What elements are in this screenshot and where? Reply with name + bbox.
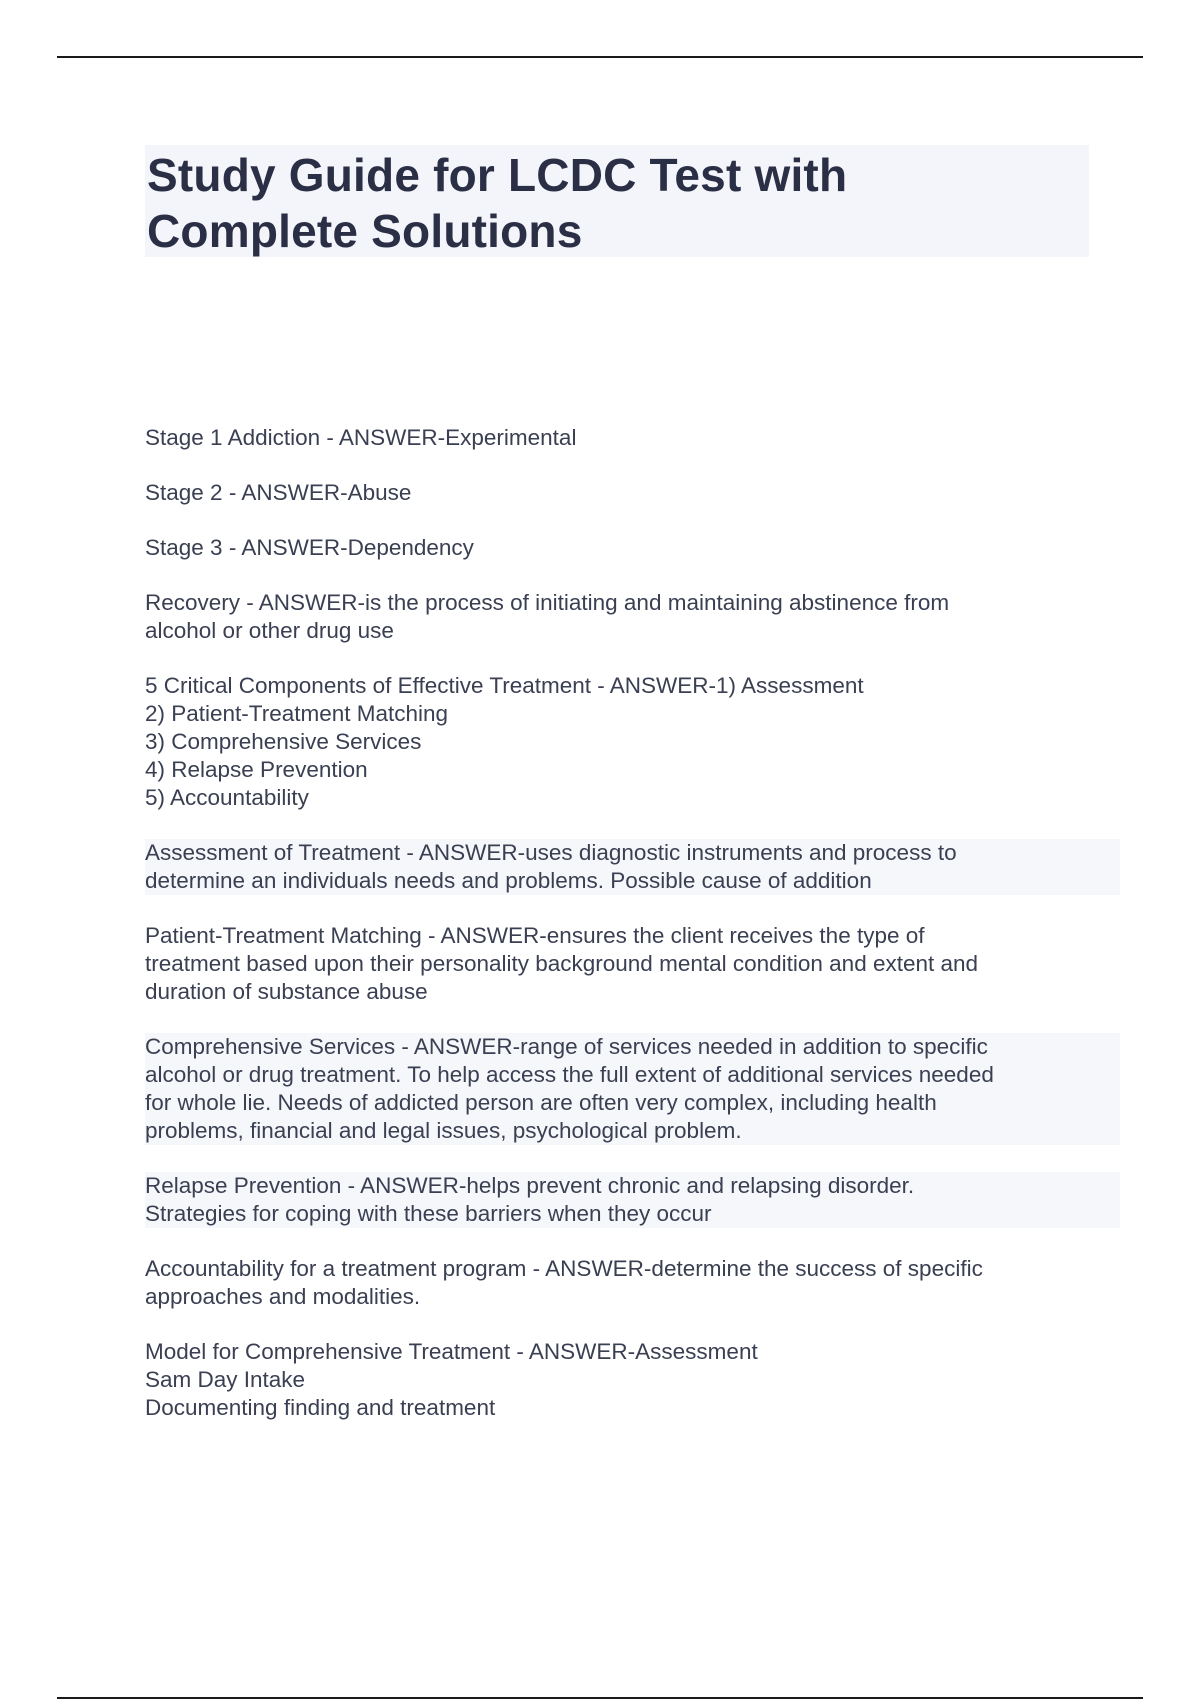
qa-line: 4) Relapse Prevention (145, 757, 368, 782)
qa-entry-stage-1 (145, 424, 1095, 452)
qa-line: 5) Accountability (145, 785, 309, 810)
qa-entry-recovery (145, 589, 1095, 645)
qa-list (145, 424, 1095, 1449)
top-rule (57, 56, 1143, 58)
qa-line: Documenting finding and treatment (145, 1395, 496, 1420)
qa-line: problems, financial and legal issues, psychological problem. (145, 1118, 742, 1143)
qa-line: Comprehensive Services - ANSWER-range of services needed in addition to specific (145, 1034, 988, 1059)
qa-line: alcohol or drug treatment. To help access the full extent of additional services needed (145, 1062, 994, 1087)
title-line-1: Study Guide for LCDC Test with (147, 149, 848, 201)
qa-line: 2) Patient-Treatment Matching (145, 701, 449, 726)
qa-line: Model for Comprehensive Treatment - ANSWER-Assessment (145, 1339, 758, 1364)
qa-line: 5 Critical Components of Effective Treatment - ANSWER-1) Assessment (145, 673, 864, 698)
qa-line: duration of substance abuse (145, 979, 428, 1004)
qa-line: Stage 1 Addiction - ANSWER-Experimental (145, 425, 577, 450)
qa-entry-stage-3 (145, 534, 1095, 562)
qa-line: determine an individuals needs and problems. Possible cause of addition (145, 868, 872, 893)
qa-line: for whole lie. Needs of addicted person are often very complex, including health (145, 1090, 937, 1115)
qa-line: Accountability for a treatment program - ANSWER-determine the success of specific (145, 1256, 983, 1281)
qa-entry-relapse-prevention (145, 1172, 1120, 1228)
qa-line: Stage 2 - ANSWER-Abuse (145, 480, 412, 505)
qa-entry-model-treatment (145, 1338, 1095, 1422)
qa-line: Assessment of Treatment - ANSWER-uses diagnostic instruments and process to (145, 840, 957, 865)
qa-entry-critical-components (145, 672, 1095, 812)
qa-line: alcohol or other drug use (145, 618, 394, 643)
qa-line: Stage 3 - ANSWER-Dependency (145, 535, 474, 560)
qa-line: treatment based upon their personality background mental condition and extent and (145, 951, 979, 976)
qa-line: Sam Day Intake (145, 1367, 306, 1392)
qa-line: Strategies for coping with these barriers when they occur (145, 1201, 712, 1226)
qa-line: Patient-Treatment Matching - ANSWER-ensures the client receives the type of (145, 923, 925, 948)
title-line-2: Complete Solutions (147, 205, 583, 257)
title-block (145, 145, 1089, 257)
qa-line: Recovery - ANSWER-is the process of initiating and maintaining abstinence from (145, 590, 950, 615)
qa-line: 3) Comprehensive Services (145, 729, 422, 754)
qa-line: approaches and modalities. (145, 1284, 421, 1309)
qa-entry-accountability (145, 1255, 1095, 1311)
page-title (147, 147, 1087, 259)
qa-entry-patient-matching (145, 922, 1095, 1006)
qa-entry-comprehensive-services (145, 1033, 1120, 1145)
qa-entry-stage-2 (145, 479, 1095, 507)
bottom-rule (57, 1697, 1143, 1699)
qa-line: Relapse Prevention - ANSWER-helps prevent chronic and relapsing disorder. (145, 1173, 915, 1198)
qa-entry-assessment (145, 839, 1120, 895)
